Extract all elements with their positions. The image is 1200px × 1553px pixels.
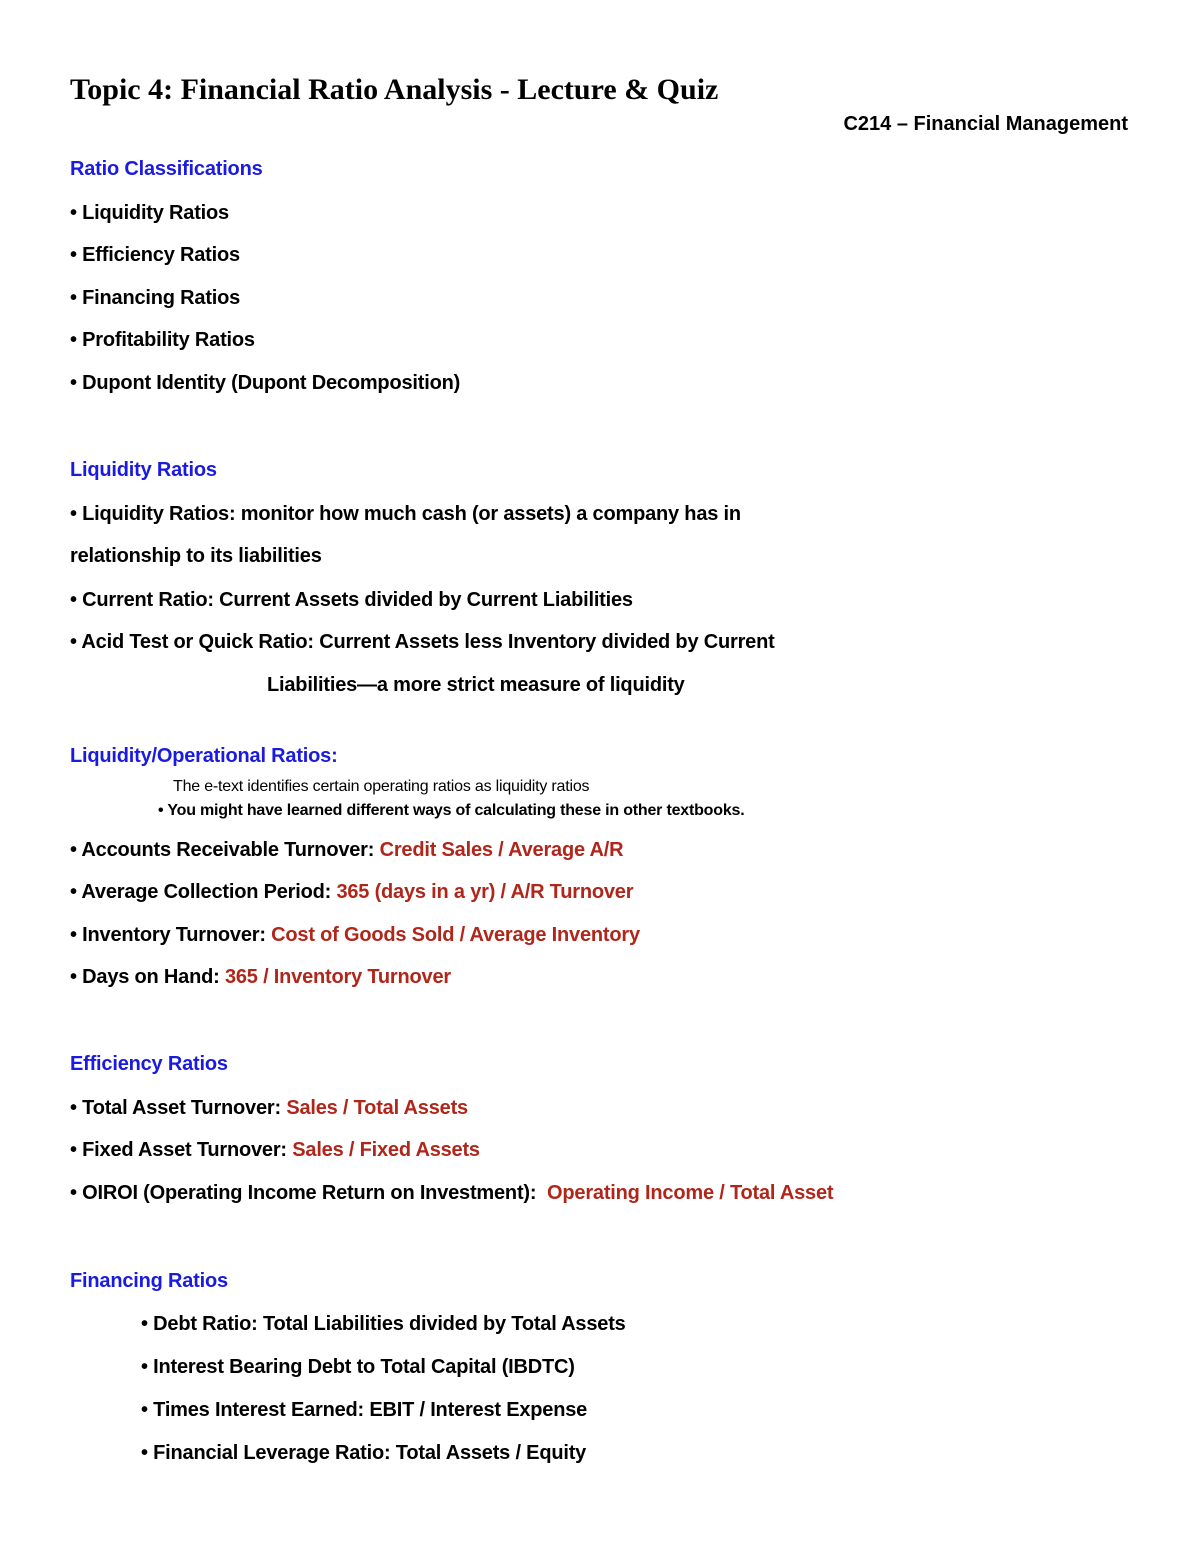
list-item: • Financial Leverage Ratio: Total Assets / Equity (141, 1442, 587, 1464)
list-item (70, 1096, 468, 1120)
item-formula: Sales / Fixed Assets (292, 1139, 480, 1161)
course-name: C214 – Financial Management (843, 113, 1128, 135)
list-item (70, 923, 640, 947)
item-label: • Fixed Asset Turnover: (70, 1139, 293, 1161)
list-item: • Times Interest Earned: EBIT / Interest Expense (141, 1399, 588, 1421)
liquidity-intro-line2: relationship to its liabilities (70, 545, 322, 567)
list-item: • Debt Ratio: Total Liabilities divided by Total Assets (141, 1313, 626, 1335)
acid-test-line1: • Acid Test or Quick Ratio: Current Assets less Inventory divided by Current (70, 631, 775, 653)
item-label: • Days on Hand: (70, 966, 225, 988)
list-item (70, 1181, 833, 1205)
section-heading-efficiency-ratios: Efficiency Ratios (70, 1053, 228, 1075)
item-label: • Accounts Receivable Turnover: (70, 839, 380, 861)
list-item (70, 1138, 480, 1162)
note-textbooks: • You might have learned different ways of calculating these in other textbooks. (158, 802, 745, 819)
section-heading-ratio-classifications: Ratio Classifications (70, 158, 263, 180)
section-heading-liquidity-ratios: Liquidity Ratios (70, 459, 217, 481)
list-item: • Dupont Identity (Dupont Decomposition) (70, 372, 461, 394)
page-title: Topic 4: Financial Ratio Analysis - Lecture & Quiz (70, 73, 719, 106)
acid-test-line2: Liabilities—a more strict measure of liquidity (267, 674, 685, 696)
item-formula: Operating Income / Total Asset (547, 1182, 834, 1204)
item-label: • Inventory Turnover: (70, 924, 272, 946)
liquidity-intro-line1: • Liquidity Ratios: monitor how much cash (or assets) a company has in (70, 503, 741, 525)
list-item: • Profitability Ratios (70, 329, 255, 351)
list-item: • Financing Ratios (70, 287, 241, 309)
list-item: • Efficiency Ratios (70, 244, 240, 266)
item-label: • Average Collection Period: (70, 881, 337, 903)
item-formula: 365 (days in a yr) / A/R Turnover (336, 881, 634, 903)
section-heading-liquidity-operational: Liquidity/Operational Ratios: (70, 745, 338, 767)
note-etext: The e-text identifies certain operating ratios as liquidity ratios (173, 778, 590, 795)
list-item (70, 965, 451, 989)
item-formula: Sales / Total Assets (286, 1097, 468, 1119)
section-heading-financing-ratios: Financing Ratios (70, 1270, 228, 1292)
list-item (70, 880, 633, 904)
item-formula: Cost of Goods Sold / Average Inventory (271, 924, 640, 946)
list-item (70, 838, 623, 862)
item-formula: Credit Sales / Average A/R (379, 839, 624, 861)
current-ratio-item: • Current Ratio: Current Assets divided by Current Liabilities (70, 589, 633, 611)
item-formula: 365 / Inventory Turnover (224, 966, 451, 988)
item-label: • OIROI (Operating Income Return on Investment): (70, 1182, 548, 1204)
list-item: • Interest Bearing Debt to Total Capital (IBDTC) (141, 1356, 575, 1378)
item-label: • Total Asset Turnover: (70, 1097, 287, 1119)
list-item: • Liquidity Ratios (70, 202, 229, 224)
